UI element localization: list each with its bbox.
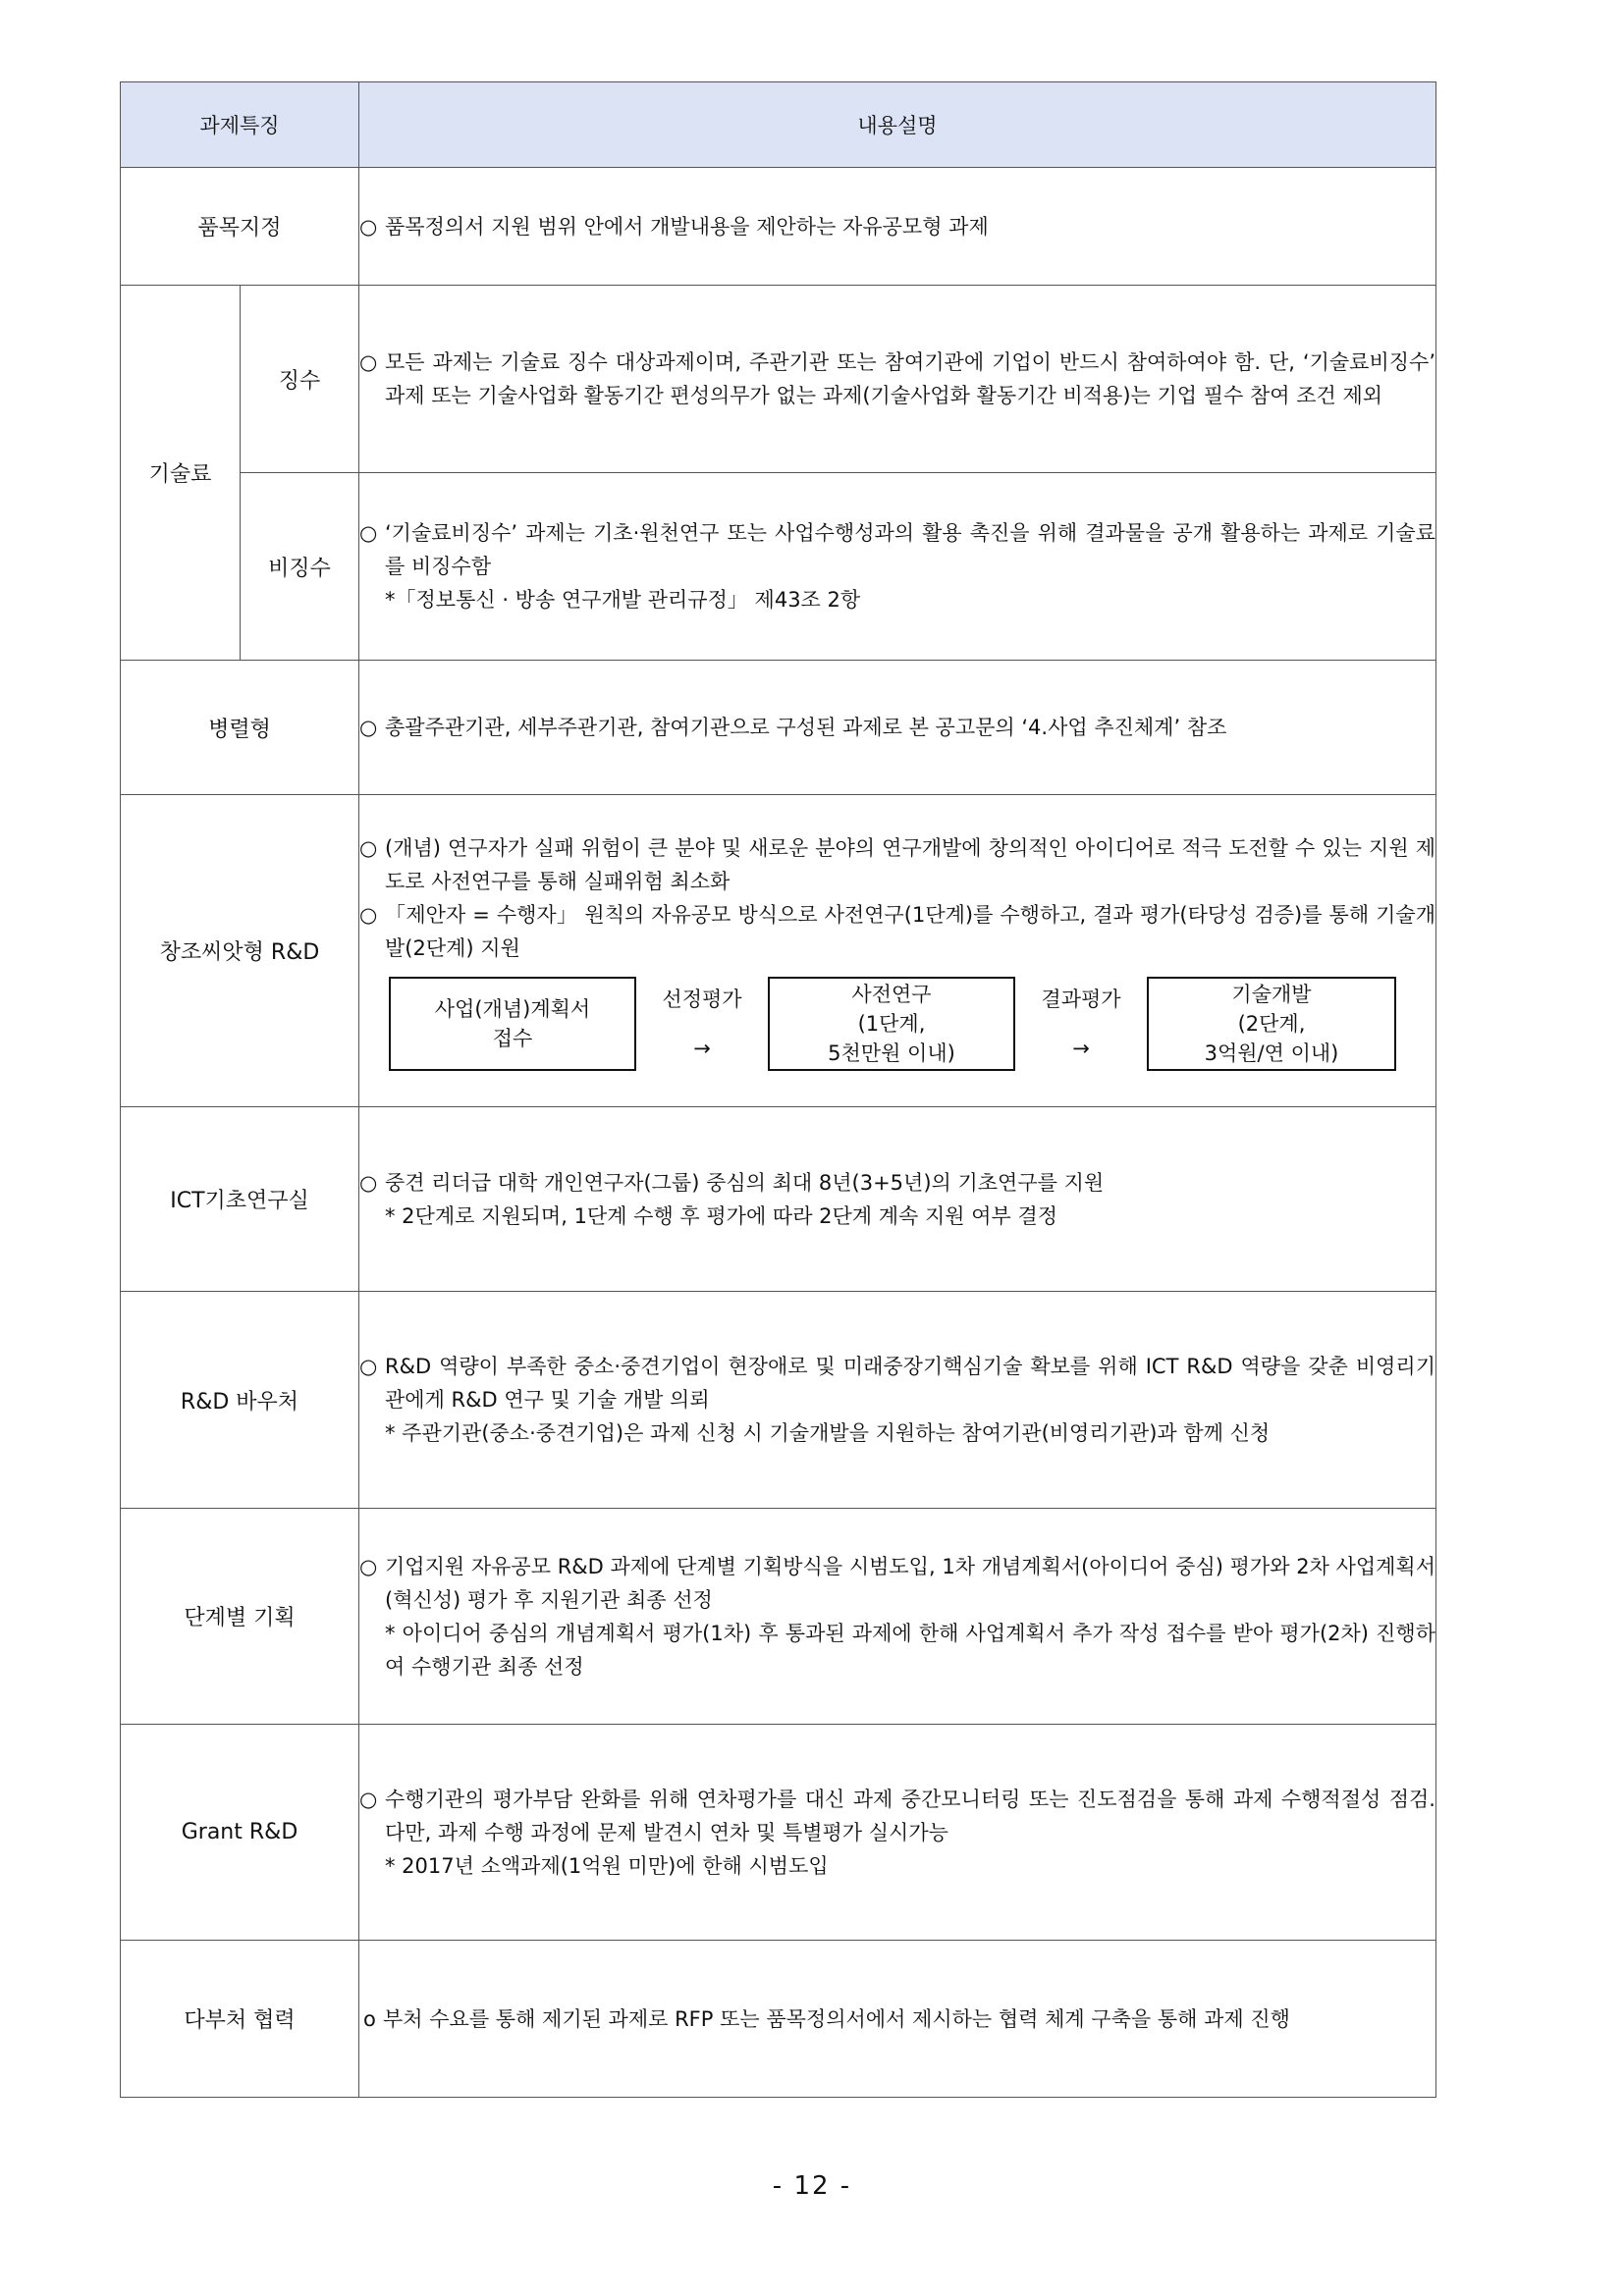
row-label-creative: 창조씨앗형 R&D [121,795,359,1107]
row-content-multi [359,1941,1436,2098]
row-content-ict [359,1107,1436,1292]
row-parallel [121,661,1436,795]
row-label-pummok: 품목지정 [121,168,359,286]
flow-box-prestudy-line3: 5천만원 이내) [828,1041,955,1065]
flow-box-prestudy-line1: 사전연구 [851,982,932,1006]
pummok-item: 품목정의서 지원 범위 안에서 개발내용을 제안하는 자유공모형 과제 [385,214,989,239]
arrow-right-icon: → [693,1036,711,1060]
row-tech-noncollect [121,473,1436,661]
row-content-grant [359,1725,1436,1941]
flow-arrow-result-label: 결과평가 [1041,987,1121,1011]
bullet-mark: ○ [359,521,378,545]
noncollect-item: ‘기술료비징수’ 과제는 기초·원천연구 또는 사업수행성과의 활용 촉진을 위해 결과물을 공개 활용하는 과제로 기술료를 비징수함 [385,521,1435,578]
multi-item: 부처 수요를 통해 제기된 과제로 RFP 또는 품목정의서에서 제시하는 협력 체계 구축을 통해 과제 진행 [383,2006,1290,2031]
noncollect-note: *「정보통신 · 방송 연구개발 관리규정」 제43조 2항 [385,588,861,612]
bullet-mark: ○ [359,1554,378,1578]
row-voucher [121,1292,1436,1509]
flow-arrow-selection [636,983,768,1065]
voucher-item: R&D 역량이 부족한 중소·중견기업이 현장애로 및 미래중장기핵심기술 확보를 위해 ICT R&D 역량을 갖춘 비영리기관에게 R&D 연구 및 기술 개발 의뢰 [385,1355,1435,1412]
flow-box-development-line2: (2단계, [1237,1011,1306,1036]
flow-box-proposal-line1: 사업(개념)계획서 [434,996,591,1021]
row-content-staged [359,1509,1436,1725]
bullet-mark: ○ [359,1355,378,1378]
row-creative [121,795,1436,1107]
row-content-creative [359,795,1436,1107]
collect-item: 모든 과제는 기술료 징수 대상과제이며, 주관기관 또는 참여기관에 기업이 반드시 참여하여야 함. 단, ‘기술료비징수’ 과제 또는 기술사업화 활동기간 편성의무가 없는 과제(기술사업화 활동기간 비적용)는 기업 필수 참여 조건 제외 [385,350,1435,407]
voucher-note: * 주관기관(중소·중견기업)은 과제 신청 시 기술개발을 지원하는 참여기관(비영리기관)과 함께 신청 [385,1421,1271,1445]
row-label-voucher: R&D 바우처 [121,1292,359,1509]
bullet-mark: o [363,2006,376,2031]
bullet-mark: ○ [359,1787,378,1811]
ict-note: * 2단계로 지원되며, 1단계 수행 후 평가에 따라 2단계 계속 지원 여부 결정 [385,1203,1058,1228]
row-pummok [121,168,1436,286]
bullet-mark: ○ [359,716,378,739]
bullet-mark: ○ [359,350,378,374]
flow-box-prestudy-line2: (1단계, [857,1011,926,1036]
flow-arrow-result [1015,983,1147,1065]
flow-arrow-selection-label: 선정평가 [662,987,742,1011]
row-label-multi: 다부처 협력 [121,1941,359,2098]
flow-box-development [1147,977,1396,1071]
header-description: 내용설명 [359,82,1436,168]
bullet-mark: ○ [359,902,378,927]
creative-item-2: 「제안자 = 수행자」 원칙의 자유공모 방식으로 사전연구(1단계)를 수행하고, 결과 평가(타당성 검증)를 통해 기술개발(2단계) 지원 [385,902,1435,960]
flow-box-development-line3: 3억원/연 이내) [1204,1041,1339,1065]
creative-item-1: (개념) 연구자가 실패 위험이 큰 분야 및 새로운 분야의 연구개발에 창의적인 아이디어로 적극 도전할 수 있는 지원 제도로 사전연구를 통해 실패위험 최소화 [385,835,1435,893]
row-label-ict: ICT기초연구실 [121,1107,359,1292]
row-label-tech: 기술료 [121,286,241,661]
row-label-grant: Grant R&D [121,1725,359,1941]
grant-note: * 2017년 소액과제(1억원 미만)에 한해 시범도입 [385,1853,829,1878]
row-staged [121,1509,1436,1725]
bullet-mark: ○ [359,214,378,239]
row-content-noncollect [359,473,1436,661]
row-content-pummok [359,168,1436,286]
row-label-collect: 징수 [241,286,359,473]
bullet-mark: ○ [359,835,378,860]
row-content-voucher [359,1292,1436,1509]
header-feature: 과제특징 [121,82,359,168]
flow-box-proposal-line2: 접수 [492,1026,533,1050]
arrow-right-icon: → [1072,1036,1090,1060]
row-content-collect [359,286,1436,473]
page-number: - 12 - [772,2171,852,2201]
row-ict [121,1107,1436,1292]
staged-note: * 아이디어 중심의 개념계획서 평가(1차) 후 통과된 과제에 한해 사업계획서 추가 작성 접수를 받아 평가(2차) 진행하여 수행기관 최종 선정 [385,1621,1435,1679]
flow-box-proposal [389,977,636,1071]
table-header-row [121,82,1436,168]
flow-box-prestudy [768,977,1015,1071]
row-label-noncollect: 비징수 [241,473,359,661]
staged-item: 기업지원 자유공모 R&D 과제에 단계별 기획방식을 시범도입, 1차 개념계획서(아이디어 중심) 평가와 2차 사업계획서(혁신성) 평가 후 지원기관 최종 선정 [385,1554,1435,1612]
process-flow [389,977,1435,1071]
row-label-staged: 단계별 기획 [121,1509,359,1725]
grant-item: 수행기관의 평가부담 완화를 위해 연차평가를 대신 과제 중간모니터링 또는 진도점검을 통해 과제 수행적절성 점검. 다만, 과제 수행 과정에 문제 발견시 연차 및 특별평가 실시가능 [385,1787,1435,1844]
ict-item: 중견 리더급 대학 개인연구자(그룹) 중심의 최대 8년(3+5년)의 기초연구를 지원 [385,1170,1105,1195]
task-feature-table [120,81,1436,2098]
flow-box-development-line1: 기술개발 [1231,982,1312,1006]
row-multi [121,1941,1436,2098]
row-tech-collect [121,286,1436,473]
row-grant [121,1725,1436,1941]
row-label-parallel: 병렬형 [121,661,359,795]
document-page [120,81,1435,2098]
bullet-mark: ○ [359,1170,378,1195]
parallel-item: 총괄주관기관, 세부주관기관, 참여기관으로 구성된 과제로 본 공고문의 ‘4.사업 추진체계’ 참조 [385,716,1227,739]
row-content-parallel [359,661,1436,795]
